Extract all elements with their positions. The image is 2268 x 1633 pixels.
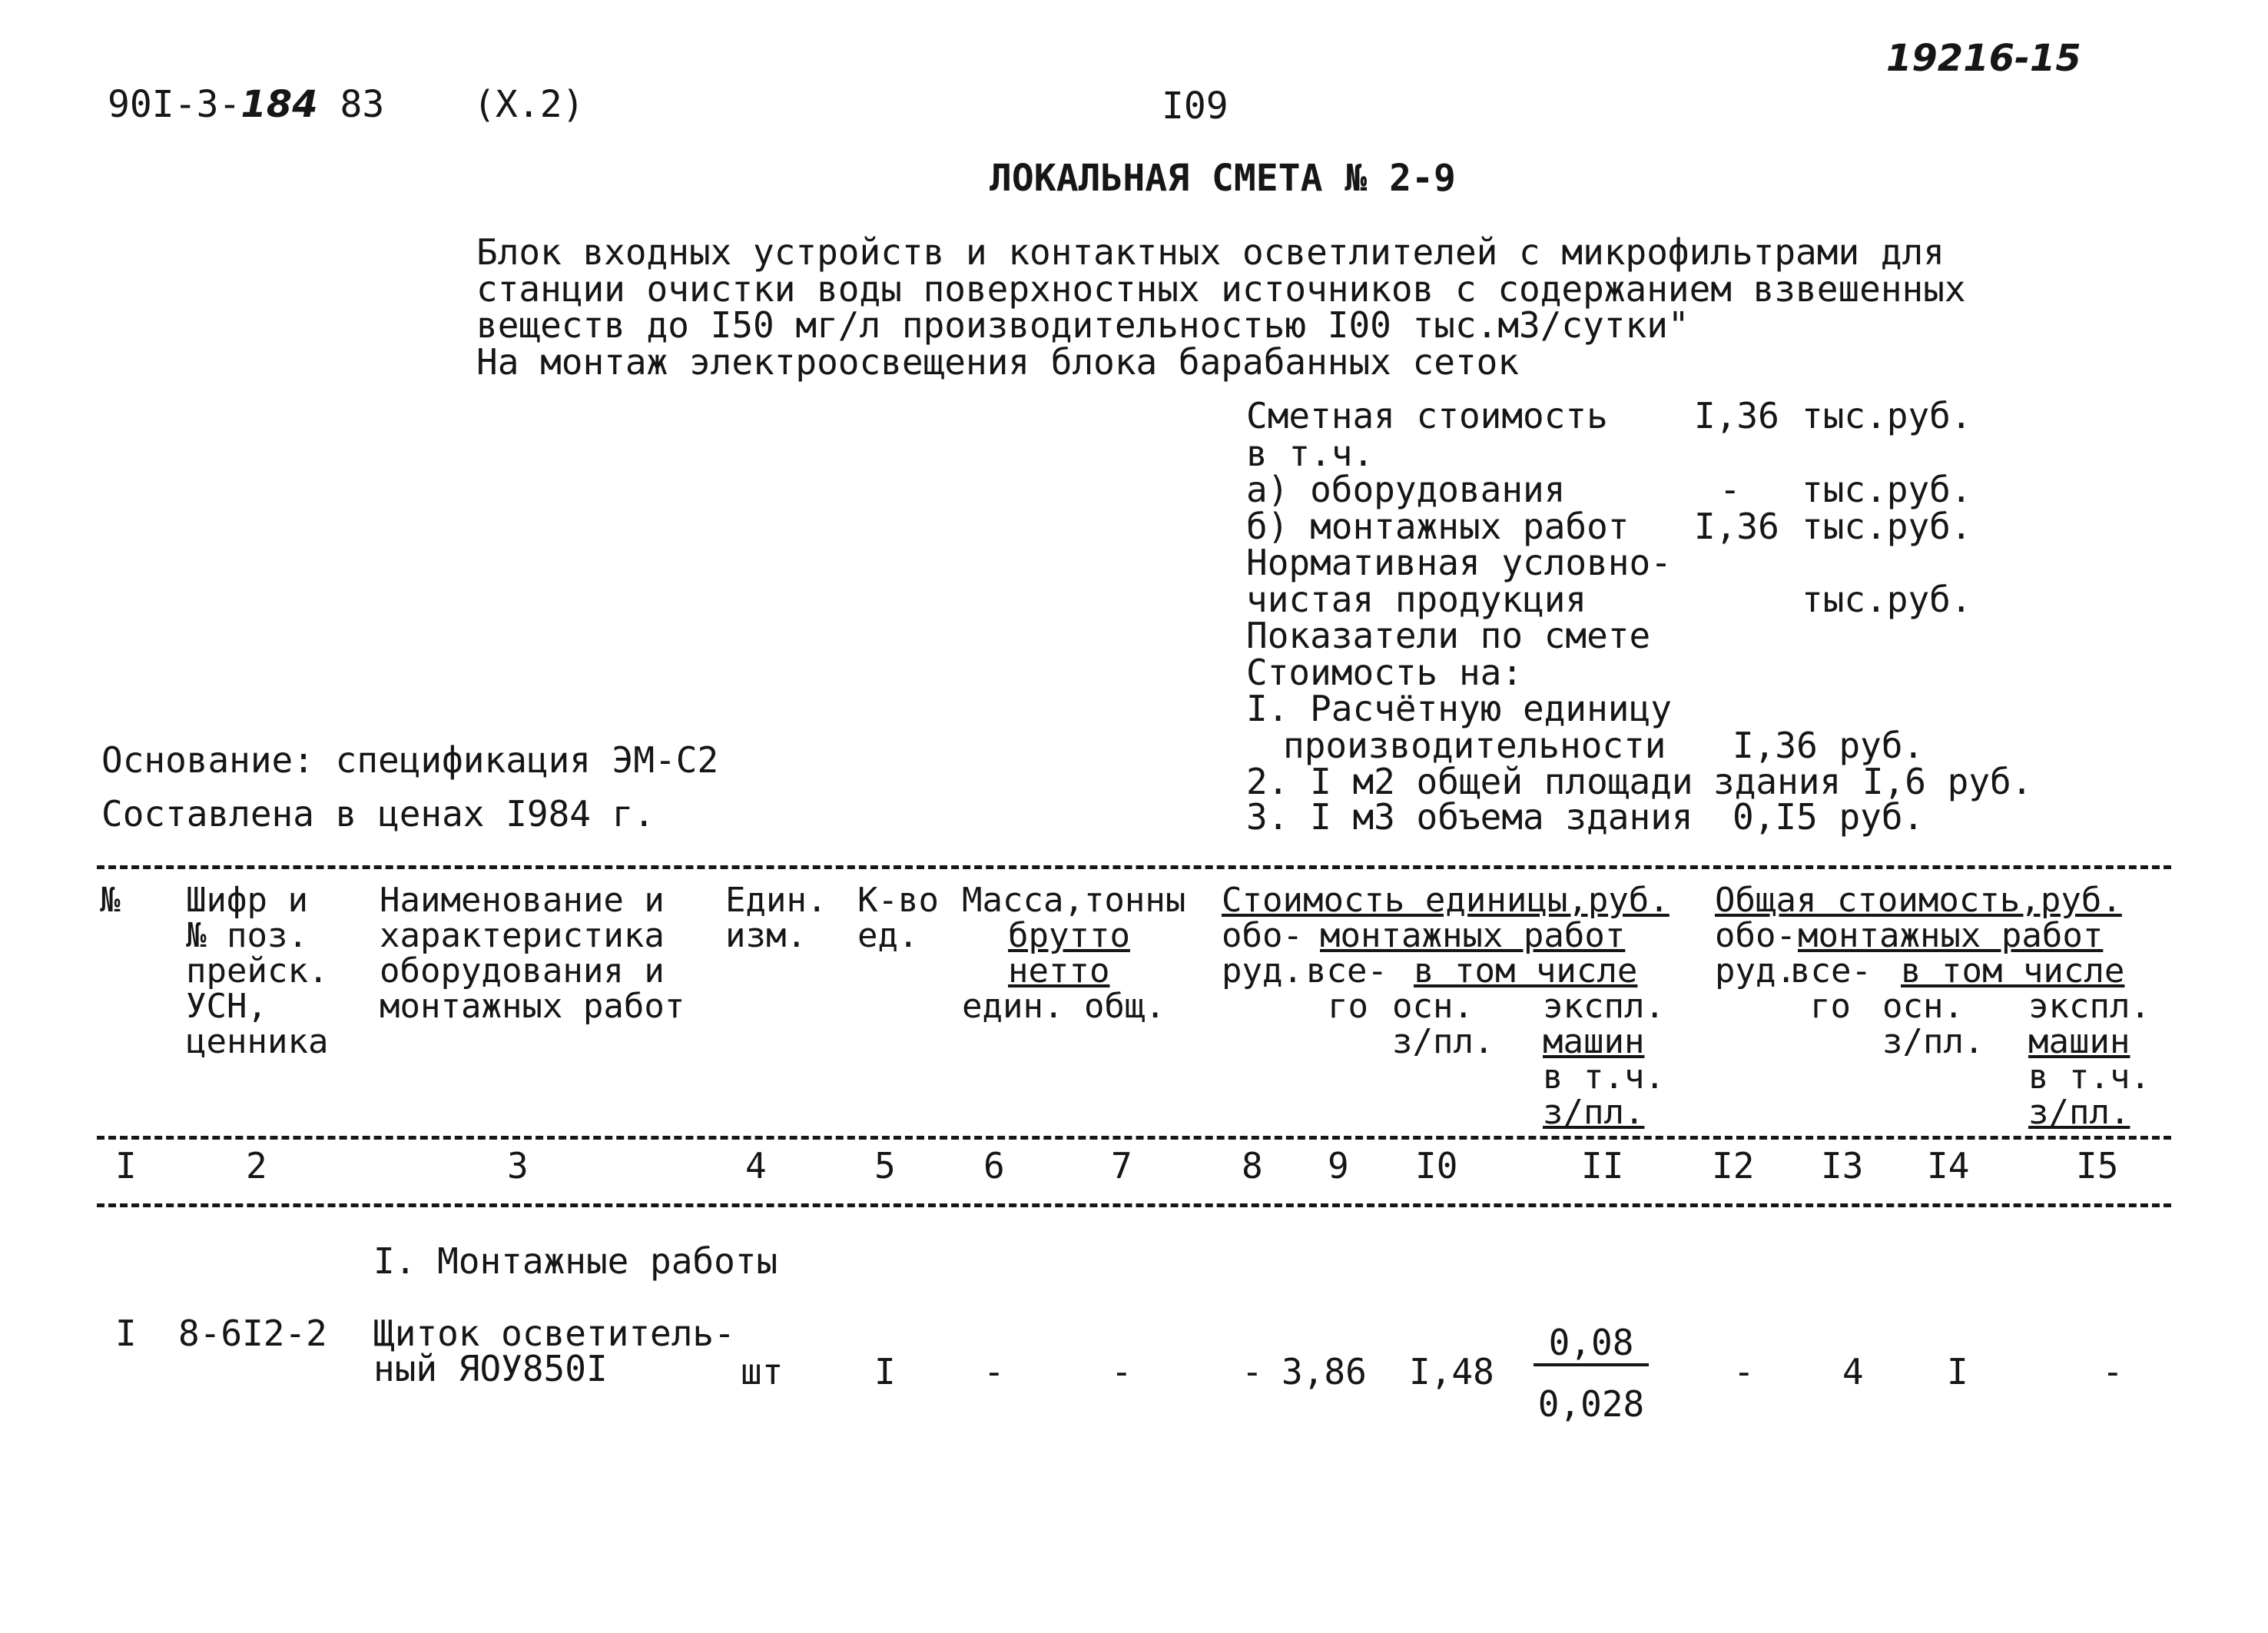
colnum-9: 9	[1328, 1145, 1349, 1187]
indicator-1-label-2: производительности	[1283, 725, 1666, 766]
colnum-13: I3	[1821, 1145, 1864, 1187]
basis-line: Основание: спецификация ЭМ-С2	[101, 739, 719, 781]
header-unit-equip-1: обо-	[1222, 916, 1303, 955]
header-unit-equip-2: руд.	[1222, 951, 1303, 991]
header-unit-2: изм.	[725, 916, 807, 955]
row-total-install: 4	[1842, 1351, 1864, 1392]
row-machines: 0,08	[1534, 1325, 1649, 1366]
row-unit: шт	[741, 1351, 784, 1392]
header-code-1: Шифр и	[186, 881, 308, 920]
row-mass-total: -	[1111, 1351, 1132, 1392]
header-total-install: монтажных работ	[1798, 916, 2104, 955]
row-total-wage: I	[1947, 1351, 1968, 1392]
header-total-incl: в том числе	[1901, 951, 2125, 991]
header-code-4: УСН,	[186, 987, 267, 1026]
indicator-3-label: 3. I м3 объема здания	[1246, 796, 1693, 838]
indicator-3-value: 0,I5 руб.	[1732, 796, 1925, 838]
row-total-equip: -	[1733, 1351, 1755, 1392]
norm-label-2: чистая продукция	[1246, 579, 1587, 620]
colnum-10: I0	[1415, 1145, 1458, 1187]
cost-unit: тыс.руб.	[1802, 395, 1972, 436]
header-mass-1: Масса,тонны	[962, 881, 1186, 920]
doc-code-handwritten: 184	[240, 83, 318, 126]
header-code-3: прейск.	[186, 951, 329, 991]
header-unit-install: монтажных работ	[1320, 916, 1626, 955]
row-qty: I	[874, 1351, 896, 1392]
header-name-1: Наименование и	[380, 881, 665, 920]
row-machines-wage: 0,028	[1537, 1383, 1645, 1425]
colnum-15: I5	[2076, 1145, 2119, 1187]
colnum-5: 5	[874, 1145, 896, 1187]
handwritten-stamp: 19216-15	[1886, 37, 2081, 80]
header-unit-incl: в том числе	[1414, 951, 1638, 991]
sheet-label: (X.2)	[473, 83, 585, 126]
page-number: I09	[1162, 85, 1228, 128]
colnum-1: I	[115, 1145, 137, 1187]
norm-unit: тыс.руб.	[1802, 579, 1972, 620]
colnum-3: 3	[507, 1145, 529, 1187]
equipment-unit: тыс.руб.	[1802, 469, 1972, 510]
header-unit-mach-4: з/пл.	[1543, 1093, 1645, 1132]
header-mass-4: един. общ.	[962, 987, 1166, 1026]
colnum-7: 7	[1111, 1145, 1132, 1187]
header-unit-total-1: все-	[1306, 951, 1388, 991]
equipment-label: а) оборудования	[1246, 469, 1566, 510]
row-base-wage: I,48	[1409, 1351, 1494, 1392]
header-total-cost: Общая стоимость,руб.	[1715, 881, 2122, 920]
row-name-1: Щиток осветитель-	[373, 1313, 735, 1354]
cost-value: I,36	[1694, 395, 1779, 436]
cost-label: Сметная стоимость	[1246, 395, 1608, 436]
header-total-equip-1: обо-	[1715, 916, 1796, 955]
header-unit-wage-2: з/пл.	[1392, 1022, 1494, 1061]
indicator-2-label: 2. I м2 общей площади	[1246, 761, 1693, 802]
colnum-14: I4	[1927, 1145, 1970, 1187]
header-total-total-2: го	[1810, 987, 1851, 1026]
indicator-1-value: I,36 руб.	[1732, 725, 1925, 766]
header-mass-3: нетто	[1008, 951, 1110, 991]
header-unit-total-2: го	[1328, 987, 1368, 1026]
row-total-machines: -	[2102, 1351, 2124, 1392]
header-name-2: характеристика	[380, 916, 665, 955]
header-unit-1: Един.	[725, 881, 827, 920]
row-equip: -	[1242, 1351, 1263, 1392]
description-line-1: Блок входных устройств и контактных осветлителей с микрофильтрами для	[476, 231, 1945, 273]
install-unit: тыс.руб.	[1802, 506, 1972, 547]
indicator-2-value: здания I,6 руб.	[1713, 761, 2033, 802]
install-label: б) монтажных работ	[1246, 506, 1630, 547]
header-mass-2: брутто	[1008, 916, 1130, 955]
colnum-11: II	[1581, 1145, 1624, 1187]
colnum-6: 6	[983, 1145, 1005, 1187]
header-unit-mach-1: экспл.	[1543, 987, 1665, 1026]
indicators-label: Показатели по смете	[1246, 615, 1651, 656]
header-qty-1: К-во	[857, 881, 939, 920]
install-value: I,36	[1694, 506, 1779, 547]
colnum-4: 4	[745, 1145, 767, 1187]
header-unit-wage-1: осн.	[1392, 987, 1474, 1026]
header-unit-mach-2: машин	[1543, 1022, 1645, 1061]
incl-label: в т.ч.	[1246, 433, 1374, 474]
description-line-2: станции очистки воды поверхностных источников с содержанием взвешенных	[476, 268, 1966, 310]
header-bottom-rule	[97, 1136, 2171, 1140]
row-mass-unit: -	[983, 1351, 1005, 1392]
colnum-2: 2	[246, 1145, 267, 1187]
cost-per-label: Стоимость на:	[1246, 652, 1524, 693]
header-name-3: оборудования и	[380, 951, 665, 991]
header-num: №	[100, 881, 121, 920]
section-title: I. Монтажные работы	[373, 1240, 778, 1282]
column-numbers-rule	[97, 1203, 2171, 1207]
header-total-mach-1: экспл.	[2028, 987, 2150, 1026]
header-total-total-1: все-	[1790, 951, 1872, 991]
page-title: ЛОКАЛЬНАЯ СМЕТА № 2-9	[990, 157, 1456, 200]
description-line-4: На монтаж электроосвещения блока барабанных сеток	[476, 341, 1520, 383]
row-name-2: ный ЯОУ850I	[373, 1348, 608, 1389]
header-unit-mach-3: в т.ч.	[1543, 1057, 1665, 1097]
header-code-2: № поз.	[186, 916, 308, 955]
header-total-mach-2: машин	[2028, 1022, 2130, 1061]
header-total-equip-2: руд.	[1715, 951, 1796, 991]
description-line-3: веществ до I50 мг/л производительностью I00 тыс.м3/сутки"	[476, 304, 1689, 346]
equipment-value: -	[1719, 469, 1741, 510]
row-code: 8-6I2-2	[178, 1313, 327, 1354]
table-top-rule	[97, 865, 2171, 869]
colnum-12: I2	[1712, 1145, 1755, 1187]
header-name-4: монтажных работ	[380, 987, 685, 1026]
header-total-mach-3: в т.ч.	[2028, 1057, 2150, 1097]
indicator-1-label-1: I. Расчётную единицу	[1246, 688, 1672, 729]
header-unit-cost: Стоимость единицы,руб.	[1222, 881, 1670, 920]
header-code-5: ценника	[186, 1022, 329, 1061]
norm-label-1: Нормативная условно-	[1246, 542, 1672, 583]
header-total-mach-4: з/пл.	[2028, 1093, 2130, 1132]
header-total-wage-1: осн.	[1882, 987, 1964, 1026]
doc-code: 90I-3-184 83	[108, 83, 385, 126]
prices-line: Составлена в ценах I984 г.	[101, 793, 655, 835]
row-num: I	[115, 1313, 137, 1354]
colnum-8: 8	[1242, 1145, 1263, 1187]
header-qty-2: ед.	[857, 916, 919, 955]
header-total-wage-2: з/пл.	[1882, 1022, 1984, 1061]
row-install-total: 3,86	[1282, 1351, 1367, 1392]
